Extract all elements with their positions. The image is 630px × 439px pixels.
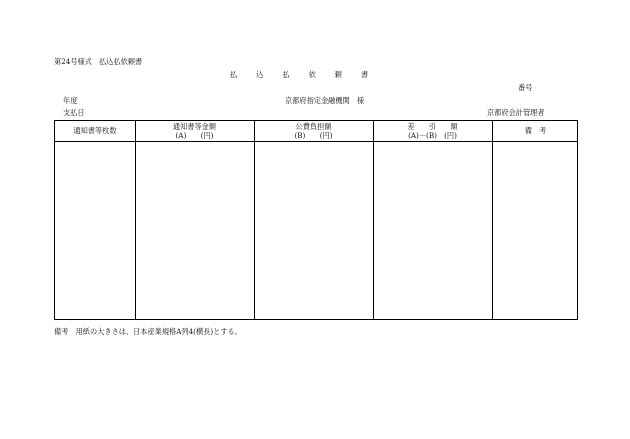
header-notice-amount <box>135 121 254 142</box>
header-remarks-label: 備 考 <box>524 126 547 135</box>
header-public-burden-sub: (B) (円) <box>294 131 333 140</box>
column-divider <box>492 121 493 319</box>
header-notice-amount-sub: (A) (円) <box>175 131 214 140</box>
form-title: 払込払依頼書 <box>230 70 388 79</box>
column-divider <box>135 121 136 319</box>
fiscal-year-label: 年度 <box>63 96 78 105</box>
header-notice-count-label: 通知書等枚数 <box>73 126 117 135</box>
number-label: 番号 <box>518 83 533 92</box>
form-number-label: 第24号様式 払込払依頼書 <box>54 57 143 66</box>
header-public-burden-label: 公費負担額 <box>295 122 332 131</box>
treasurer-label: 京都府会計管理者 <box>487 108 545 117</box>
header-difference <box>373 121 492 142</box>
header-remarks <box>492 121 579 141</box>
header-public-burden <box>254 121 373 142</box>
note-text: 備考 用紙の大きさは、日本産業規格A列4(横長)とする。 <box>54 327 242 336</box>
header-notice-count <box>55 121 135 141</box>
request-table <box>54 120 578 320</box>
bank-label: 京都府指定金融機関 様 <box>285 96 365 105</box>
column-divider <box>373 121 374 319</box>
column-divider <box>254 121 255 319</box>
header-difference-sub: (A)－(B) (円) <box>408 131 457 140</box>
header-difference-label: 差 引 額 <box>407 122 458 131</box>
header-notice-amount-label: 通知書等金額 <box>172 122 217 131</box>
payment-date-label: 支払日 <box>63 108 85 117</box>
